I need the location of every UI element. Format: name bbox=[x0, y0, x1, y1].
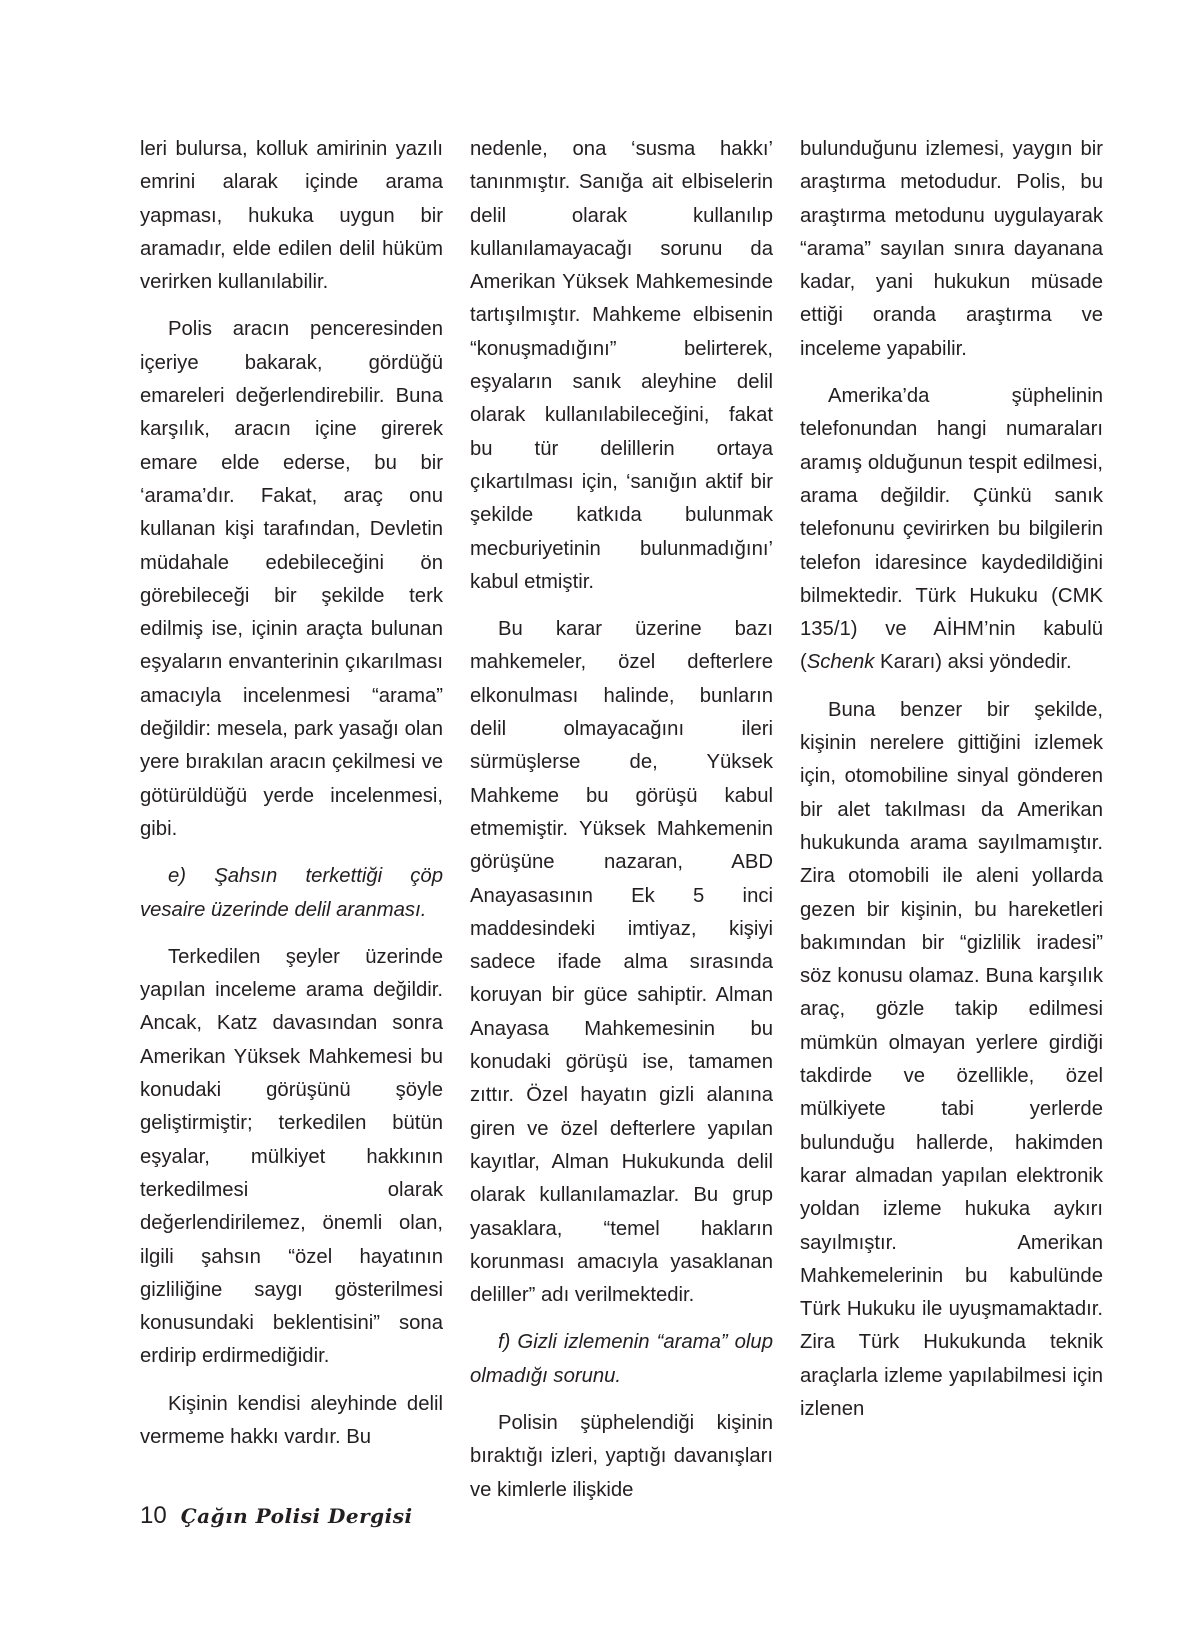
section-heading-e: e) Şahsın terkettiği çöp vesaire üzerinde delil aranması. bbox=[140, 865, 443, 921]
paragraph: Polisin şüphelendiği kişinin bıraktığı izleri, yaptığı davanışları ve kimlerle ilişkide bbox=[470, 1411, 773, 1501]
paragraph: leri bulursa, kolluk amirinin yazılı emrini alarak içinde arama yapması, hukuka uygun bir aramadır, elde edilen delil hüküm verirken kullanılabilir. bbox=[140, 138, 443, 294]
paragraph: Bu karar üzerine bazı mahkemeler, özel defterlere elkonulması halinde, bunların delil olmayacağını ileri sürmüşlerse de, Yüksek Mahkeme bu görüşü kabul etmemiştir. Yüksek Mahkemenin görüşüne nazaran, ABD Anayasasının Ek 5 inci maddesindeki imtiyaz, kişiyi sadece ifade alma sırasında koruyan bir güce sahiptir. Alman Anayasa Mahkemesinin bu konudaki görüşü ise, tamamen zıttır. Özel hayatın gizli alanına giren ve özel defterlere yapılan kayıtlar, Alman Hukukunda delil olarak kullanılamazlar. Bu grup yasaklara, “temel hakların korunması amacıyla yasaklanan deliller” adı verilmektedir. bbox=[470, 618, 773, 1307]
journal-title: Çağın Polisi Dergisi bbox=[180, 1504, 413, 1528]
text-column-1 bbox=[140, 133, 443, 1468]
paragraph: Kişinin kendisi aleyhinde delil vermeme hakkı vardır. Bu bbox=[140, 1392, 443, 1448]
section-heading-f: f) Gizli izlemenin “arama” olup olmadığı sorunu. bbox=[470, 1331, 773, 1387]
text-run: Amerika’da şüphelinin telefonundan hangi numaraları aramış olduğunun tespit edilmesi, arama değildir. Çünkü sanık telefonunu çevirirken bu bilgilerin telefon idaresince kaydedildiğini bilmektedir. Türk Hukuku (CMK 135/1) ve AİHM’nin kabulü ( bbox=[800, 385, 1103, 674]
paragraph: Polis aracın penceresinden içeriye bakarak, gördüğü emareleri değerlendirebilir. Buna karşılık, aracın içine girerek emare elde ederse, bu bir ‘arama’dır. Fakat, araç onu kullanan kişi tarafından, Devletin müdahale edebileceğini ön görebileceği bir şekilde terk edilmiş ise, içinin araçta bulunan eşyaların envanterinin çıkarılması amacıyla incelenmesi “arama” değildir: mesela, park yasağı olan yere bırakılan aracın çekilmesi ve götürüldüğü yerde incelenmesi, gibi. bbox=[140, 318, 443, 840]
paragraph: bulunduğunu izlemesi, yaygın bir araştırma metodudur. Polis, bu araştırma metodunu uygulayarak “arama” sayılan sınıra dayanana kadar, yani hukukun müsade ettiği oranda araştırma ve inceleme yapabilir. bbox=[800, 138, 1103, 360]
page-number: 10 bbox=[140, 1502, 167, 1529]
paragraph: nedenle, ona ‘susma hakkı’ tanınmıştır. Sanığa ait elbiselerin delil olarak kullanılıp kullanılamayacağı sorunu da Amerikan Yüksek Mahkemesinde tartışılmıştır. Mahkeme elbisenin “konuşmadığını” belirterek, eşyaların sanık aleyhine delil olarak kullanılabileceğini, fakat bu tür delillerin ortaya çıkartılması için, ‘sanığın aktif bir şekilde katkıda bulunmak mecburiyetinin bulunmadığını’ kabul etmiştir. bbox=[470, 138, 773, 593]
page-footer bbox=[140, 1502, 413, 1536]
paragraph: Terkedilen şeyler üzerinde yapılan inceleme arama değildir. Ancak, Katz davasından sonra Amerikan Yüksek Mahkemesi bu konudaki görüşünü şöyle geliştirmiştir; terkedilen bütün eşyalar, mülkiyet hakkının terkedilmesi olarak değerlendirilemez, önemli olan, ilgili şahsın “özel hayatının gizliliğine saygı gösterilmesi konusundaki beklentisini” sona erdirip erdirmediğidir. bbox=[140, 945, 443, 1368]
case-name-italic: Schenk bbox=[806, 651, 875, 674]
text-run: Kararı) aksi yöndedir. bbox=[874, 651, 1072, 674]
text-column-3 bbox=[800, 133, 1103, 1440]
paragraph bbox=[800, 380, 1103, 680]
text-column-2 bbox=[470, 133, 773, 1521]
paragraph: Buna benzer bir şekilde, kişinin nerelere gittiğini izlemek için, otomobiline sinyal gönderen bir alet takılması da Amerikan hukukunda arama sayılmamıştır. Zira otomobili ile aleni yollarda gezen bir kişinin, bu hareketleri bakımından bir “gizlilik iradesi” söz konusu olamaz. Buna karşılık araç, gözle takip edilmesi mümkün olmayan yerlere girdiği takdirde ve özellikle, özel mülkiyete tabi yerlerde bulunduğu hallerde, hakimden karar almadan yapılan elektronik yoldan izleme hukuka aykırı sayılmıştır. Amerikan Mahkemelerinin bu kabulünde Türk Hukuku ile uyuşmamaktadır. Zira Türk Hukukunda teknik araçlarla izleme yapılabilmesi için izlenen bbox=[800, 698, 1103, 1420]
